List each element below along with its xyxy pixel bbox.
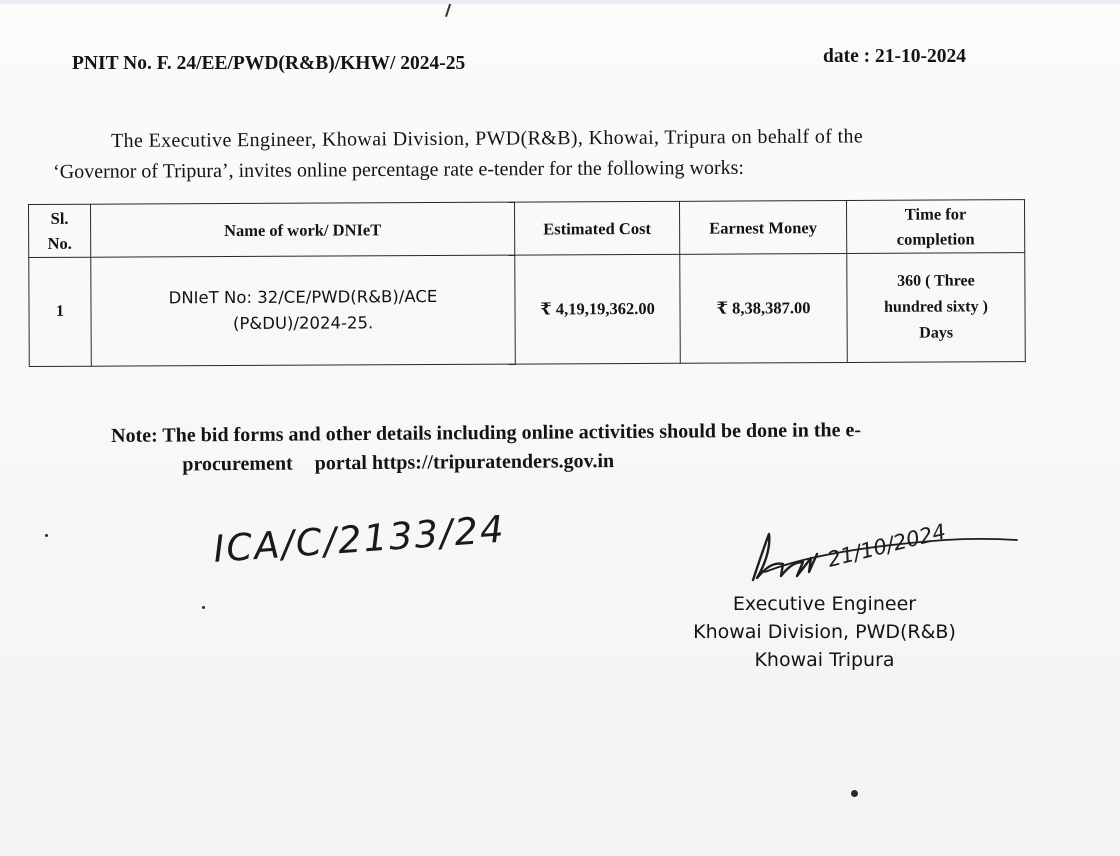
pnit-number: PNIT No. F. 24/EE/PWD(R&B)/KHW/ 2024-25 <box>72 53 466 74</box>
ink-speck-small-2 <box>202 606 205 609</box>
signatory-block <box>672 590 977 674</box>
pen-mark <box>445 4 457 19</box>
note-line-2 <box>111 445 861 480</box>
note-line-2-word: procurement <box>182 452 293 476</box>
row-name-line-2: (P&DU)/2024-25. <box>232 313 374 333</box>
row-earnest-money: ₹ 8,38,387.00 <box>680 253 848 363</box>
header-sl-line-1: Sl. <box>50 208 69 228</box>
intro-line-2: ‘Governor of Tripura’, invites online percentage rate e-tender for the following works: <box>53 156 745 183</box>
tender-table <box>28 199 1026 367</box>
ink-speck <box>851 790 858 797</box>
note-block <box>111 416 861 480</box>
note-portal-url: portal https://tripuratenders.gov.in <box>314 450 615 475</box>
header-estimated-cost: Estimated Cost <box>514 201 679 255</box>
signatory-designation: Executive Engineer <box>732 593 917 615</box>
row-time-line-3: Days <box>919 324 954 342</box>
signature-scribble <box>745 519 1030 592</box>
row-time-line-2: hundred sixty ) <box>884 298 988 316</box>
intro-line-1: The Executive Engineer, Khowai Division, PWD(R&B), Khowai, Tripura on behalf of the <box>111 125 864 152</box>
row-estimated-cost: ₹ 4,19,19,362.00 <box>515 254 681 364</box>
header-time-for-completion <box>846 200 1024 254</box>
handwritten-file-reference: ICA/C/2133/24 <box>212 507 507 571</box>
signatory-office: Khowai Division, PWD(R&B) <box>693 621 956 643</box>
row-time-for-completion <box>847 253 1026 363</box>
row-name-of-work <box>91 255 516 366</box>
notice-date: date : 21-10-2024 <box>823 46 966 67</box>
header-name-of-work: Name of work/ DNIeT <box>91 202 515 257</box>
table-header-row <box>29 200 1025 258</box>
note-line-1: Note: The bid forms and other details including online activities should be done in the e- <box>111 419 862 447</box>
header-sl-line-2: No. <box>47 233 72 253</box>
row-sl-no: 1 <box>29 257 92 366</box>
ink-speck-small <box>45 534 48 537</box>
signatory-location: Khowai Tripura <box>754 649 895 671</box>
header-sl-no <box>29 204 91 257</box>
signature-handwritten-date: 21/10/2024 <box>824 519 949 572</box>
document-page <box>0 4 1120 856</box>
header-earnest-money: Earnest Money <box>679 201 846 255</box>
header-time-line-1: Time for <box>904 204 967 224</box>
row-name-line-1: DNIeT No: 32/CE/PWD(R&B)/ACE <box>168 287 438 308</box>
row-time-line-1: 360 ( Three <box>897 272 975 290</box>
table-row <box>29 253 1026 367</box>
header-time-line-2: completion <box>896 229 975 249</box>
